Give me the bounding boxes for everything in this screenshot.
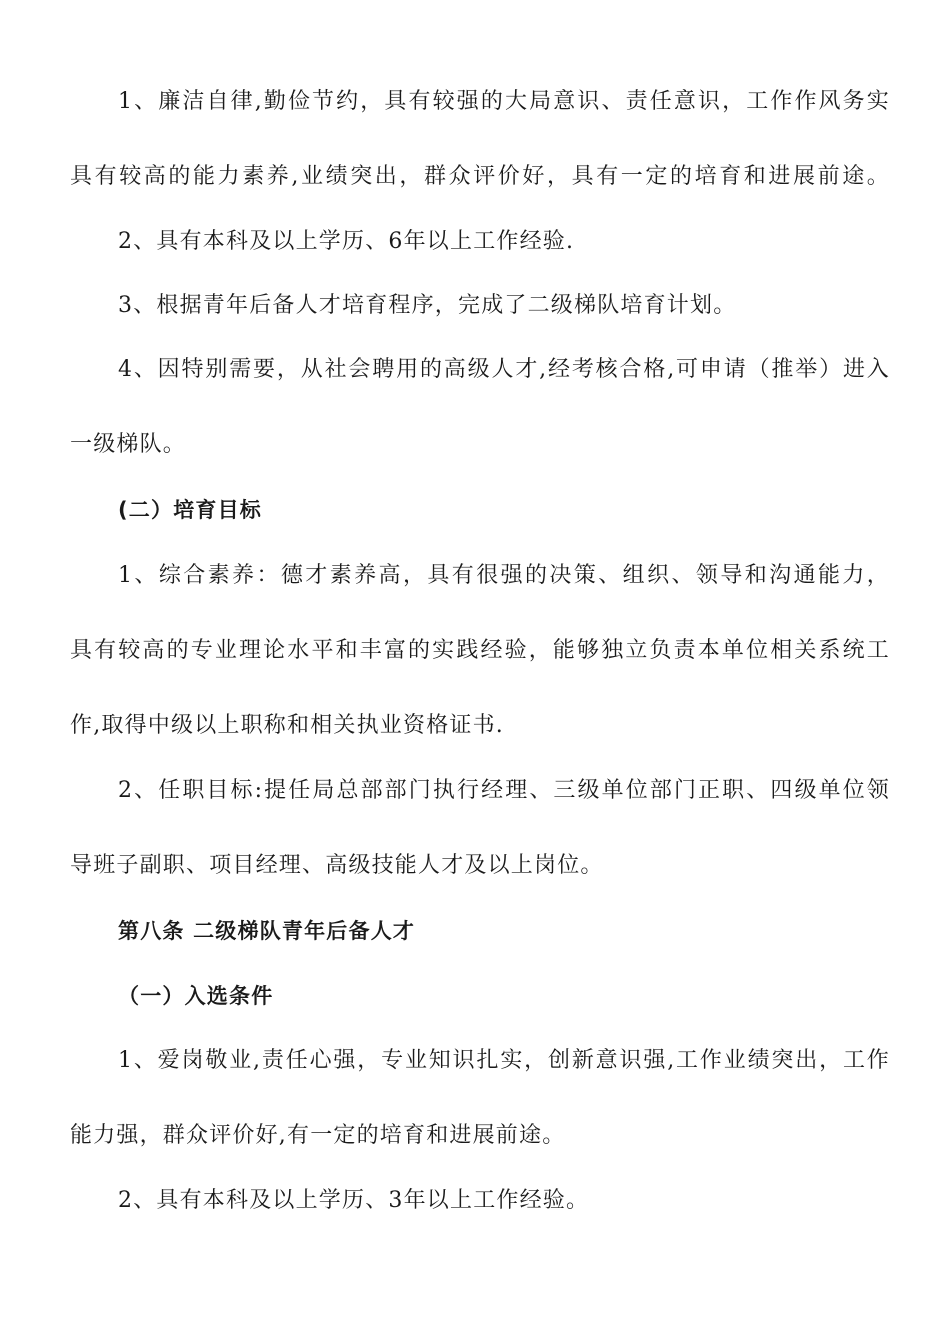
paragraph-line: 具有较高的能力素养,业绩突出，群众评价好，具有一定的培育和进展前途。 [70, 164, 890, 189]
paragraph-line: 一级梯队。 [70, 432, 187, 457]
paragraph-line: 1、廉洁自律,勤俭节约，具有较强的大局意识、责任意识，工作作风务实 [118, 89, 890, 114]
paragraph-line: 1、爱岗敬业,责任心强，专业知识扎实，创新意识强,工作业绩突出，工作 [118, 1048, 890, 1073]
paragraph-line: 2、具有本科及以上学历、3年以上工作经验。 [118, 1188, 590, 1213]
section-heading: （一）入选条件 [118, 984, 274, 1008]
paragraph-line: 导班子副职、项目经理、高级技能人才及以上岗位。 [70, 853, 604, 878]
article-heading: 第八条 二级梯队青年后备人才 [118, 919, 416, 943]
paragraph-line: 4、因特别需要，从社会聘用的高级人才,经考核合格,可申请（推举）进入 [118, 357, 890, 382]
paragraph-line: 能力强，群众评价好,有一定的培育和进展前途。 [70, 1123, 566, 1148]
paragraph-line: 作,取得中级以上职称和相关执业资格证书. [70, 713, 504, 738]
paragraph-line: 1、综合素养：德才素养高，具有很强的决策、组织、领导和沟通能力， [118, 563, 890, 588]
paragraph-line: 3、根据青年后备人才培育程序，完成了二级梯队培育计划。 [118, 293, 737, 318]
paragraph-line: 2、任职目标:提任局总部部门执行经理、三级单位部门正职、四级单位领 [118, 778, 890, 803]
section-heading: (二）培育目标 [118, 498, 262, 522]
paragraph-line: 2、具有本科及以上学历、6年以上工作经验. [118, 229, 575, 254]
paragraph-line: 具有较高的专业理论水平和丰富的实践经验，能够独立负责本单位相关系统工 [70, 638, 890, 663]
